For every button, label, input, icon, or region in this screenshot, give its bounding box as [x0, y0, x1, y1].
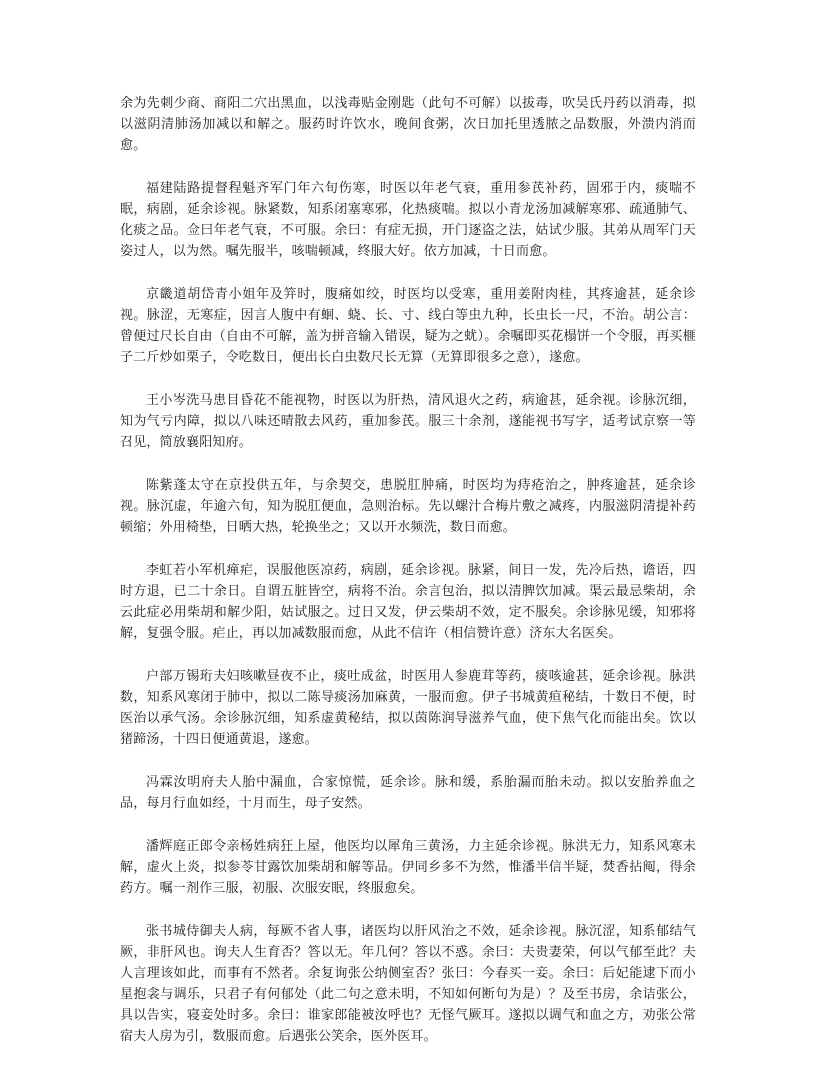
paragraph: 冯霖汝明府夫人胎中漏血，合家惊慌，延余诊。脉和缓，系胎漏而胎未动。拟以安胎养血之品，每月行血如经，十月而生，母子安然。: [120, 775, 696, 811]
paragraph: 王小岑洗马患目昏花不能视物，时医以为肝热，清风退火之药，病逾甚，延余视。诊脉沉细，知为气亏内障，拟以八味还晴散去风药，重加参芪。服三十余剂，遂能视书写字，适考试京察一等召见，简放襄阳知府。: [120, 393, 696, 450]
document-page: [120, 93, 696, 1069]
paragraph: 李虹若小军机瘅疟，误服他医凉药，病剧，延余诊视。脉紧，间日一发，先冷后热，谵语，四时方退，已二十余日。自谓五脏皆空，病将不治。余言包治，拟以清脾饮加减。渠云最忌柴胡，余云此症必用柴胡和解少阳，姑试服之。过日又发，伊云柴胡不效，定不服矣。余诊脉见缓，知邪将解，复强令服。疟止，再以加减数服而愈，从此不信许（相信赞许意）济东大名医矣。: [120, 563, 696, 641]
paragraph: 潘辉庭正郎令亲杨姓病狂上屋，他医均以犀角三黄汤，力主延余诊视。脉洪无力，知系风寒未解，虚火上炎，拟参苓甘露饮加柴胡和解等品。伊同乡多不为然，惟潘半信半疑，焚香拈阄，得余药方。嘱一剂作三服，初服、次服安眠，终服愈矣。: [120, 839, 696, 896]
paragraph: 京畿道胡岱青小姐年及笄时，腹痛如绞，时医均以受寒，重用姜附肉桂，其疼逾甚，延余诊视。脉涩，无寒症，因言人腹中有蛔、蛲、长、寸、线白等虫九种，长虫长一尺，不治。胡公言：曾便过尺长自由（自由不可解，盖为拼音输入错误，疑为之蚘）。余嘱即买花榻饼一个令服，再买榧子二斤炒如栗子，令吃数日，便出长白虫数尺长无算（无算即很多之意），遂愈。: [120, 287, 696, 365]
paragraph: 福建陆路提督程魁齐军门年六旬伤寒，时医以年老气衰，重用参芪补药，固邪于内，痰喘不眠，病剧，延余诊视。脉紧数，知系闭塞寒邪，化热痰喘。拟以小青龙汤加减解寒邪、疏通肺气、化痰之品。佥曰年老气衰，不可服。余曰：有症无损，开门逐盗之法，姑试少服。其弟从周军门天姿过人，以为然。嘱先服半，咳喘顿减，终服大好。依方加减，十日而愈。: [120, 181, 696, 259]
paragraph: 余为先刺少商、商阳二穴出黑血，以浅毒贴金刚匙（此句不可解）以拔毒，吹吴氏丹药以消毒，拟以滋阴清肺汤加减以和解之。服药时许饮水，晚间食粥，次日加托里透脓之品数服，外溃内消而愈。: [120, 96, 696, 153]
paragraph: 张书城侍御夫人病，每厥不省人事，诸医均以肝风治之不效，延余诊视。脉沉涩，知系郁结气厥，非肝风也。询夫人生育否？答以无。年几何？答以不惑。余曰：夫贵妻荣，何以气郁至此？夫人言理该如此，而事有不然者。余复询张公纳侧室否？张曰：今春买一妾。余曰：后妃能逮下而小星抱衾与调乐，只君子有何郁处（此二句之意未明，不知如何断句为是）？及至书房，余诘张公，具以告实，寝妾处时多。余曰：谁家郎能被汝呼也？无怪气厥耳。遂拟以调气和血之方，劝张公常宿夫人房为引，数服而愈。后遇张公笑余，医外医耳。: [120, 924, 696, 1044]
paragraph: 户部万锡珩夫妇咳嗽昼夜不止，痰吐成盆，时医用人参鹿茸等药，痰咳逾甚，延余诊视。脉洪数，知系风寒闭于肺中，拟以二陈导痰汤加麻黄，一服而愈。伊子书城黄疸秘结，十数日不便，时医治以承气汤。余诊脉沉细，知系虚黄秘结，拟以茵陈润导滋养气血，使下焦气化而能出矣。饮以猪蹄汤，十四日便通黄退，遂愈。: [120, 669, 696, 747]
paragraph: 陈紫蓬太守在京投供五年，与余契交，患脱肛肿痛，时医均为痔疮治之，肿疼逾甚，延余诊视。脉沉虚，年逾六旬，知为脱肛便血，急则治标。先以螺汁合梅片敷之减疼，内服滋阴清提补药顿缩；外用椅垫，日晒大热，轮换坐之；又以开水频洗，数日而愈。: [120, 478, 696, 535]
